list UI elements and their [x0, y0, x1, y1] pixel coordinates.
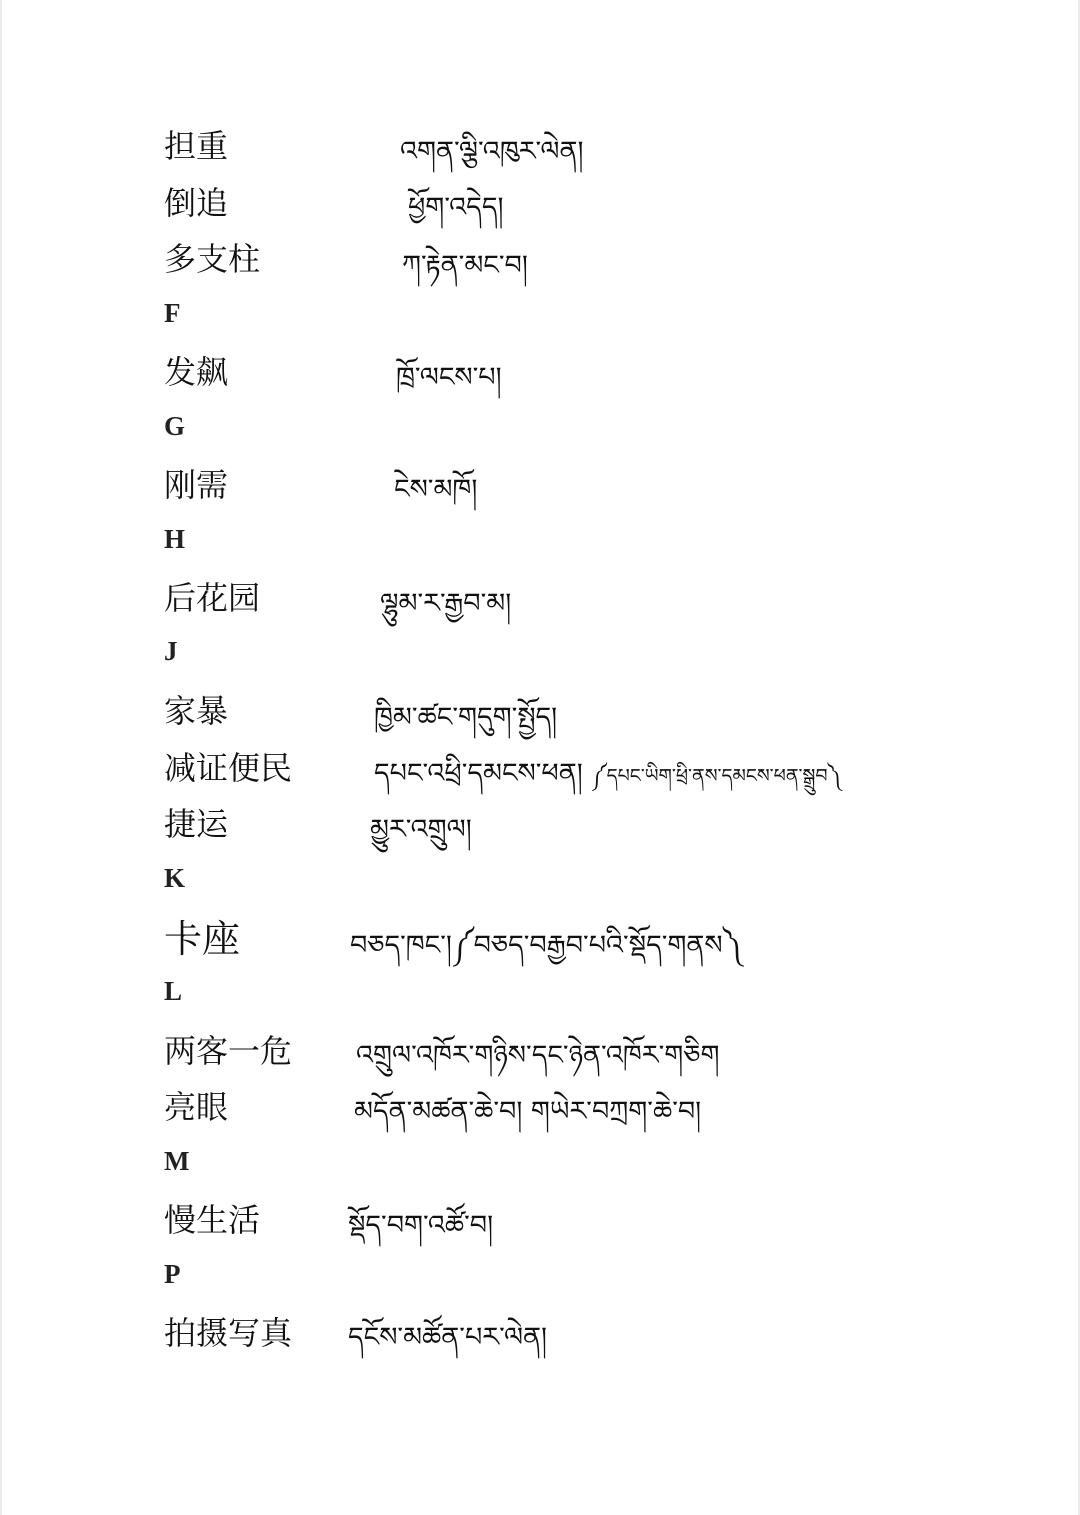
tibetan-term: ཁྱིམ་ཚང་གདུག་སྤྱོད། — [374, 702, 558, 733]
tibetan-term: སྡོད་བག་འཚོ་བ། — [348, 1210, 494, 1241]
tibetan-term: མདོན་མཚན་ཆེ་བ། གཡེར་བཀྲག་ཆེ་བ། — [354, 1096, 702, 1127]
chinese-term: 卡座 — [164, 917, 241, 961]
chinese-term: 倒追 — [164, 184, 229, 222]
tibetan-note: ༼དཔང་ཡིག་ཕྲི་ནས་དམངས་ཕན་སྒྲུབ༽ — [591, 765, 842, 787]
chinese-term: 两客一危 — [164, 1032, 293, 1070]
chinese-term: 慢生活 — [164, 1201, 261, 1239]
chinese-term: 多支柱 — [164, 240, 261, 278]
chinese-term: 担重 — [164, 127, 229, 165]
tibetan-term: འགྲུལ་འཁོར་གཉིས་དང་ཉེན་འཁོར་གཅིག — [356, 1040, 720, 1071]
tibetan-term: ཀ་རྟེན་མང་བ། — [402, 250, 528, 281]
tibetan-term: འགན་ལྕི་འཁུར་ལེན། — [400, 136, 584, 167]
tibetan-term — [374, 756, 841, 791]
chinese-term: 减证便民 — [164, 749, 293, 787]
chinese-term: 亮眼 — [164, 1088, 229, 1126]
tibetan-term: དངོས་མཚོན་པར་ལེན། — [348, 1322, 548, 1353]
tibetan-term: ངེས་མཁོ། — [394, 474, 478, 505]
tibetan-main: དཔང་འཕྲི་དམངས་ཕན། — [374, 758, 583, 789]
chinese-term: 刚需 — [164, 466, 229, 504]
chinese-term: 发飙 — [164, 353, 229, 391]
tibetan-note: ༼བཅད་བརྒྱབ་པའི་སྡོད་གནས༽ — [451, 930, 742, 961]
chinese-term: 家暴 — [164, 692, 229, 730]
chinese-term: 捷运 — [164, 805, 229, 843]
tibetan-term: མྱུར་འགྲུལ། — [370, 814, 472, 845]
tibetan-term: ཁྲོ་ལངས་པ། — [396, 362, 502, 393]
document-page: 担重 འགན་ལྕི་འཁུར་ལེན། 倒追 ཕྱོག་འདེད། 多支柱 ཀ་རྟེན་མང་བ། F 发飙 ཁྲོ་ལངས་པ། G 刚需 ངེས་མཁོ། H 后花园 ལྷུམ་ར་རྒྱབ་མ། J 家暴 ཁྱིམ་ཚང་གདུག་སྤྱོད། 减证便民 དཔང་འཕྲི་དམངས་ཕན། ༼དཔང་ཡིག་ཕྲི་ནས་དམངས་ཕན་སྒྲུབ༽ 捷运 མྱུར་འགྲུལ། K 卡座 བཅད་ཁང་།༼བཅད་བརྒྱབ་པའི་སྡོད་གནས༽ L 两客一危 འགྲུལ་འཁོར་གཉིས་དང་ཉེན་འཁོར་གཅིག 亮眼 མདོན་མཚན་ཆེ་བ། གཡེར་བཀྲག་ཆེ་བ། M 慢生活 སྡོད་བག་འཚོ་བ། P 拍摄写真 དངོས་མཚོན་པར་ལེན། — [2, 0, 1078, 1515]
tibetan-term: ལྷུམ་ར་རྒྱབ་མ། — [380, 588, 512, 619]
tibetan-term — [350, 928, 742, 963]
chinese-term: 拍摄写真 — [164, 1314, 293, 1352]
tibetan-term: ཕྱོག་འདེད། — [408, 192, 504, 223]
chinese-term: 后花园 — [164, 579, 261, 617]
tibetan-main: བཅད་ཁང་། — [350, 930, 452, 961]
